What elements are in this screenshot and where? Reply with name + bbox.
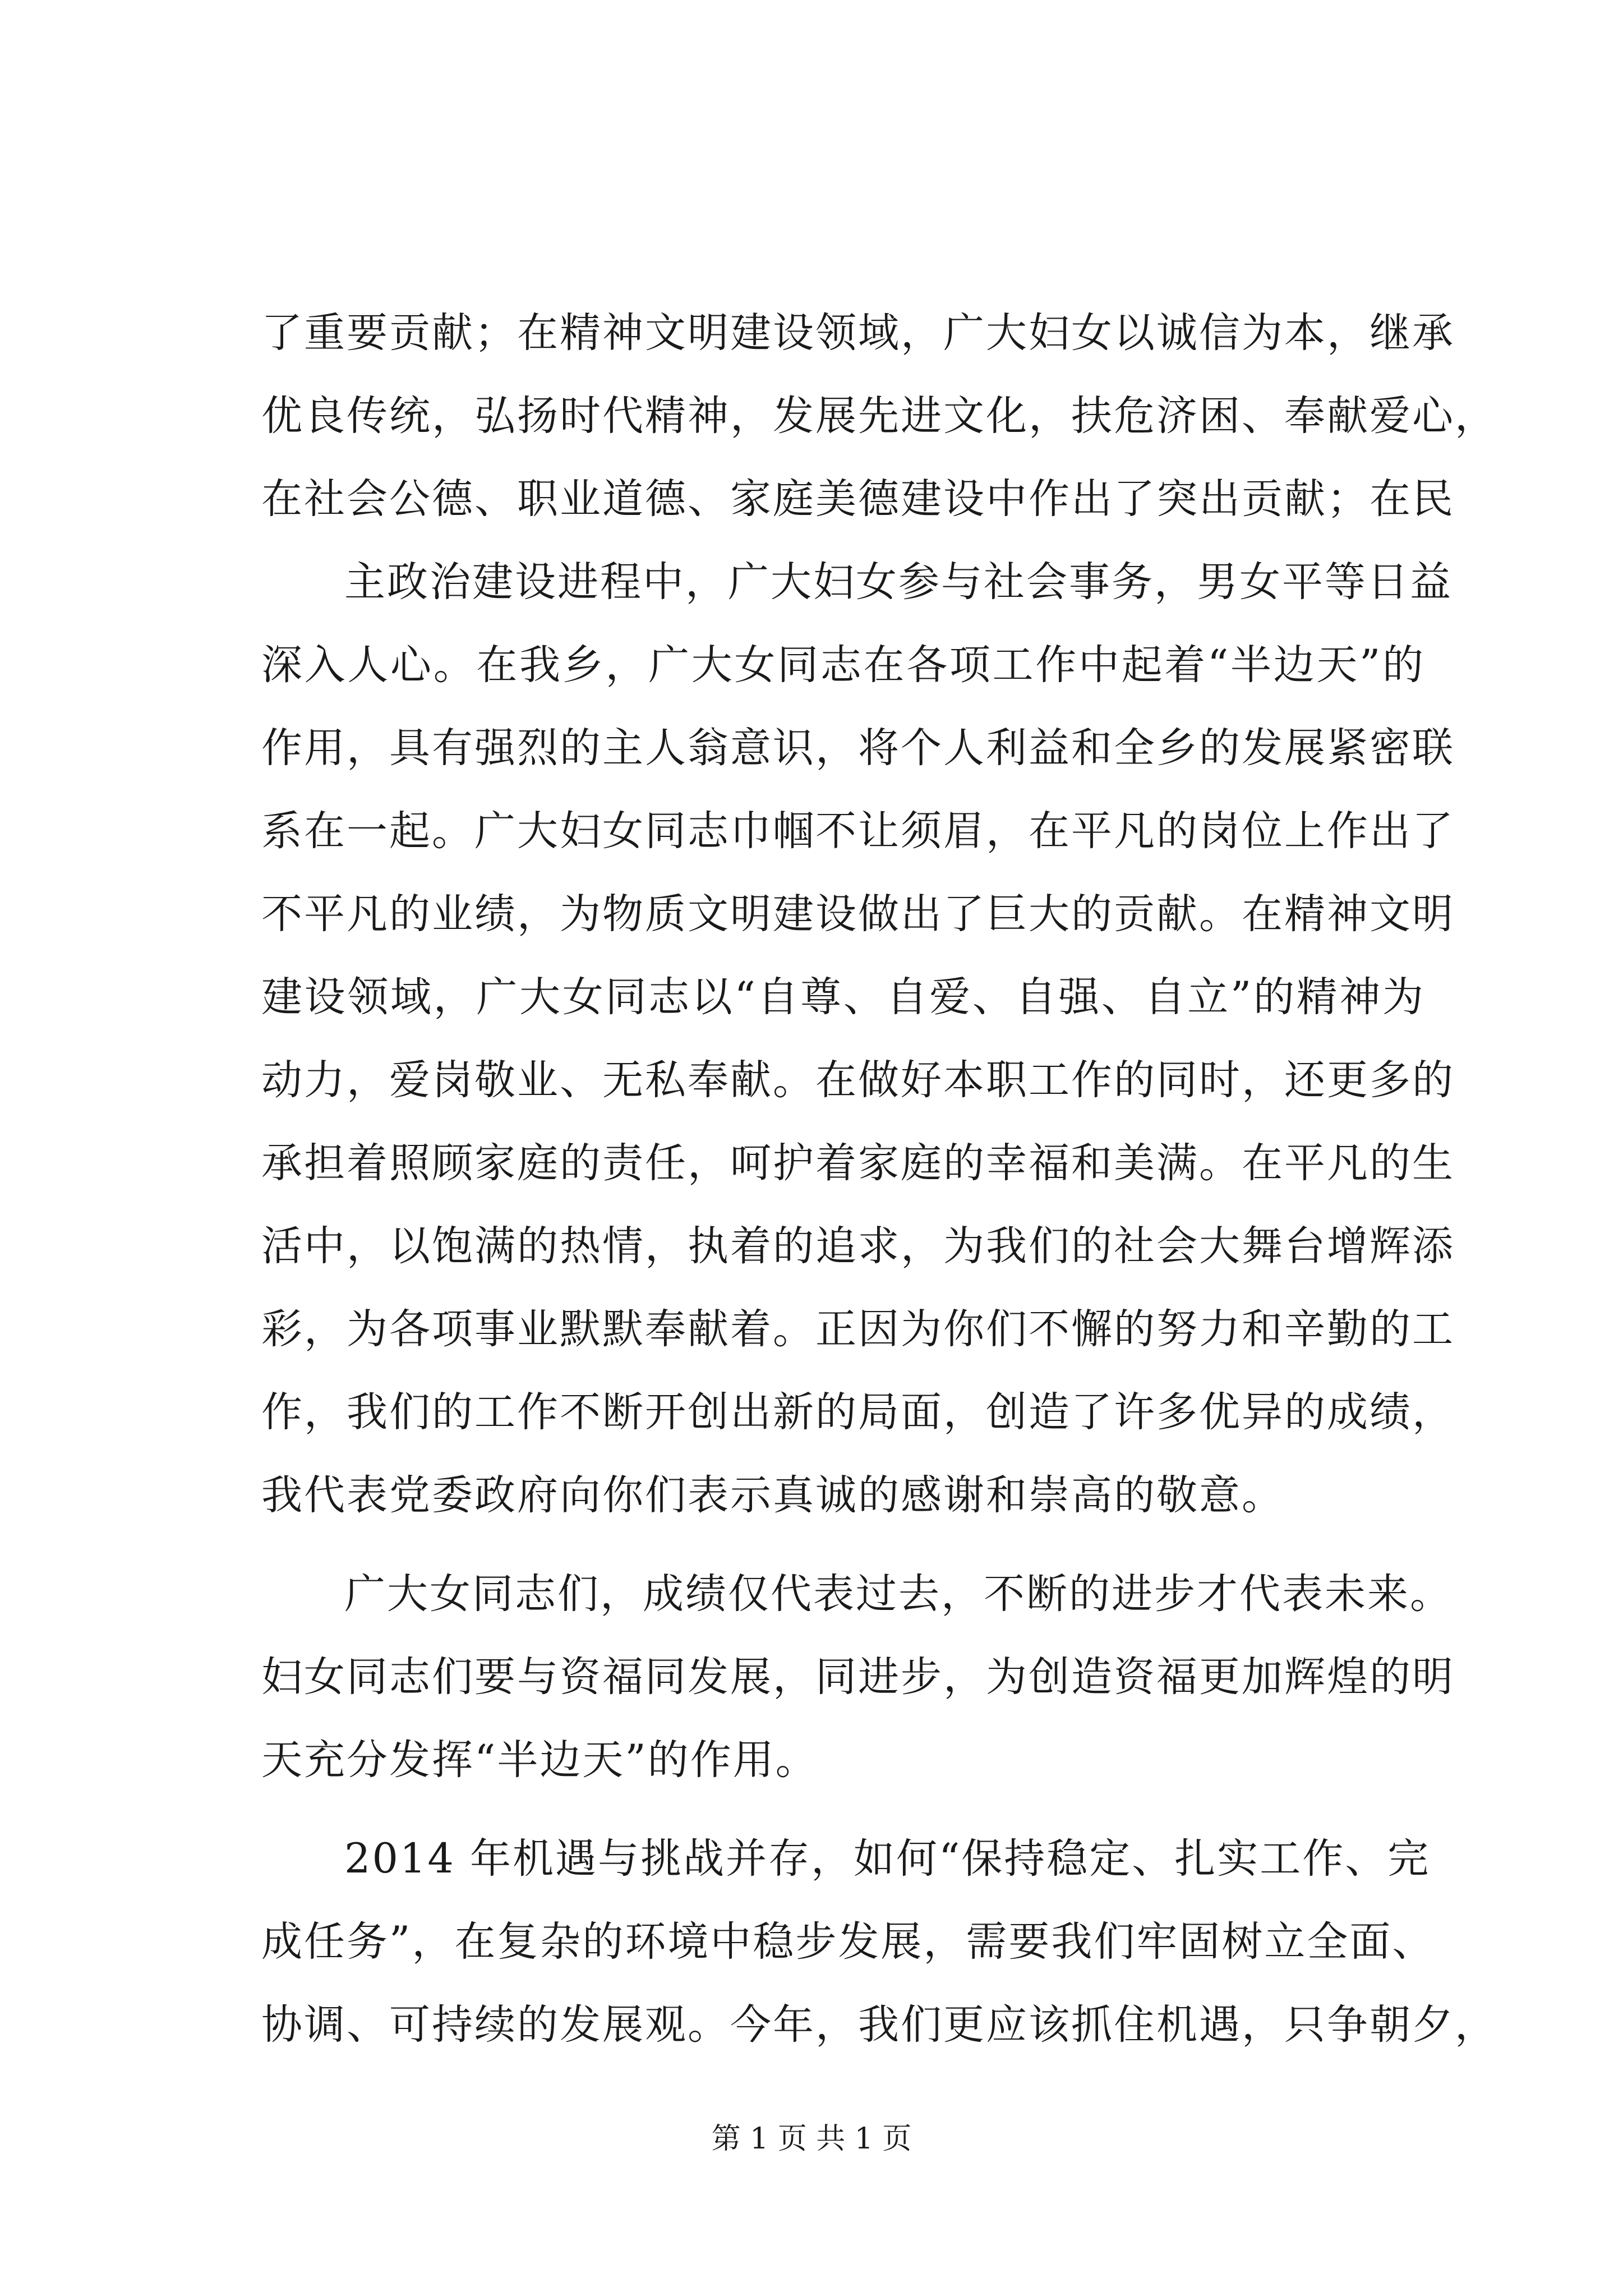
text-line: 作，我们的工作不断开创出新的局面，创造了许多优异的成绩， <box>261 1388 1455 1436</box>
text-line: 主政治建设进程中，广大妇女参与社会事务，男女平等日益 <box>344 558 1453 606</box>
text-line: 成任务”，在复杂的环境中稳步发展，需要我们牢固树立全面、 <box>261 1918 1435 1966</box>
page-number-label: 第 1 页 共 1 页 <box>711 2122 912 2156</box>
text-line: 承担着照顾家庭的责任，呵护着家庭的幸福和美满。在平凡的生 <box>261 1139 1455 1187</box>
text-line: 在社会公德、职业道德、家庭美德建设中作出了突出贡献；在民 <box>261 475 1455 523</box>
text-line: 广大女同志们，成绩仅代表过去，不断的进步才代表未来。 <box>344 1570 1453 1618</box>
text-line: 2014 年机遇与挑战并存，如何“保持稳定、扎实工作、完 <box>344 1835 1431 1883</box>
text-line: 不平凡的业绩，为物质文明建设做出了巨大的贡献。在精神文明 <box>261 890 1455 938</box>
text-line: 我代表党委政府向你们表示真诚的感谢和崇高的敬意。 <box>261 1471 1284 1519</box>
text-line: 天充分发挥“半边天”的作用。 <box>261 1736 818 1784</box>
text-line: 协调、可持续的发展观。今年，我们更应该抓住机遇，只争朝夕， <box>261 2001 1497 2049</box>
text-line: 了重要贡献；在精神文明建设领域，广大妇女以诚信为本，继承 <box>261 309 1455 357</box>
text-line: 活中，以饱满的热情，执着的追求，为我们的社会大舞台增辉添 <box>261 1222 1455 1270</box>
text-line: 深入人心。在我乡，广大女同志在各项工作中起着“半边天”的 <box>261 641 1425 689</box>
text-line: 彩，为各项事业默默奉献着。正因为你们不懈的努力和辛勤的工 <box>261 1305 1455 1353</box>
page-footer <box>0 2115 1623 2157</box>
text-line: 妇女同志们要与资福同发展，同进步，为创造资福更加辉煌的明 <box>261 1653 1455 1701</box>
text-line: 作用，具有强烈的主人翁意识，将个人利益和全乡的发展紧密联 <box>261 724 1455 772</box>
text-line: 系在一起。广大妇女同志巾帼不让须眉，在平凡的岗位上作出了 <box>261 807 1455 855</box>
text-line: 建设领域，广大女同志以“自尊、自爱、自强、自立”的精神为 <box>261 973 1425 1021</box>
text-line: 动力，爱岗敬业、无私奉献。在做好本职工作的同时，还更多的 <box>261 1056 1455 1104</box>
document-body <box>261 292 1497 2067</box>
text-line: 优良传统，弘扬时代精神，发展先进文化，扶危济困、奉献爱心， <box>261 392 1497 440</box>
